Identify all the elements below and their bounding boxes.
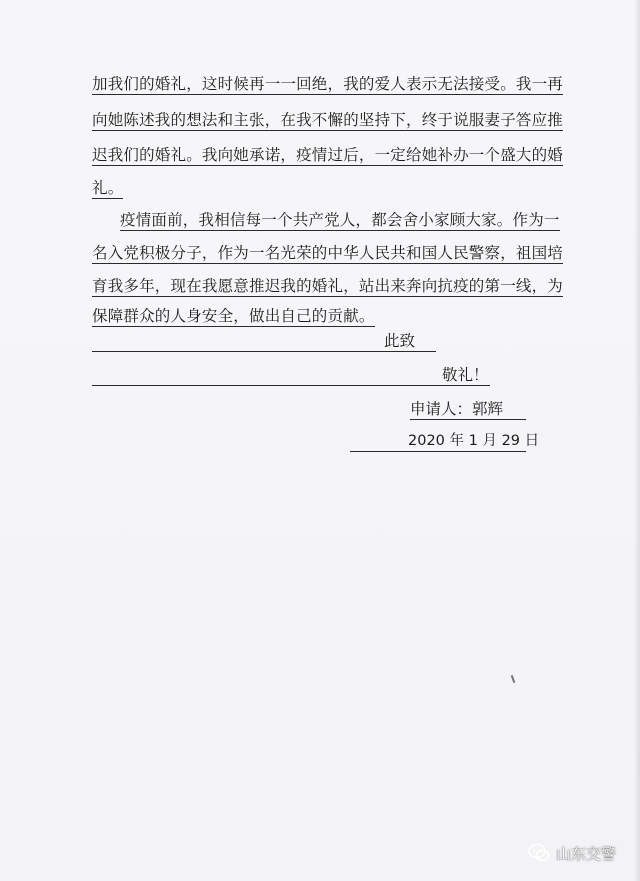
watermark: [528, 840, 616, 866]
wechat-icon: [528, 843, 550, 863]
closing-rule: [92, 385, 490, 386]
letter-line: [92, 145, 563, 165]
letter-line: [120, 210, 560, 230]
letter-line-text: 育我多年，现在我愿意推迟我的婚礼，站出来奔向抗疫的第一线，为: [92, 277, 564, 295]
letter-line: [92, 74, 563, 94]
letter-line: [92, 110, 563, 130]
letter-line-text: 加我们的婚礼，这时候再一一回绝，我的爱人表示无法接受。我一再: [92, 75, 564, 93]
letter-line: [92, 178, 123, 198]
page-edge-shadow: [634, 0, 640, 881]
watermark-text: 山东交警: [556, 844, 617, 863]
closing-regards: 敬礼！: [442, 366, 489, 384]
letter-line: [92, 306, 375, 326]
date-rule: [350, 451, 526, 452]
signature-rule: [410, 419, 526, 420]
letter-line-text: 保障群众的人身安全，做出自己的贡献。: [92, 307, 375, 325]
letter-line: [92, 276, 563, 296]
closing-salutation: 此致: [384, 332, 416, 350]
letter-line-text: 疫情面前，我相信每一个共产党人，都会舍小家顾大家。作为一: [120, 211, 560, 229]
letter-line-text: 礼。: [92, 179, 124, 197]
closing-rule: [92, 351, 436, 352]
applicant-signature: 申请人：郭辉: [410, 400, 504, 418]
letter-line-text: 名入党积极分子，作为一名光荣的中华人民共和国人民警察，祖国培: [92, 244, 564, 262]
paper-speck: [511, 675, 516, 683]
letter-line-text: 迟我们的婚礼。我向她承诺，疫情过后，一定给她补办一个盛大的婚: [92, 146, 564, 164]
letter-line: [92, 243, 563, 263]
letter-line-text: 向她陈述我的想法和主张，在我不懈的坚持下，终于说服妻子答应推: [92, 111, 564, 129]
letter-date: 2020 年 1 月 29 日: [408, 433, 540, 449]
